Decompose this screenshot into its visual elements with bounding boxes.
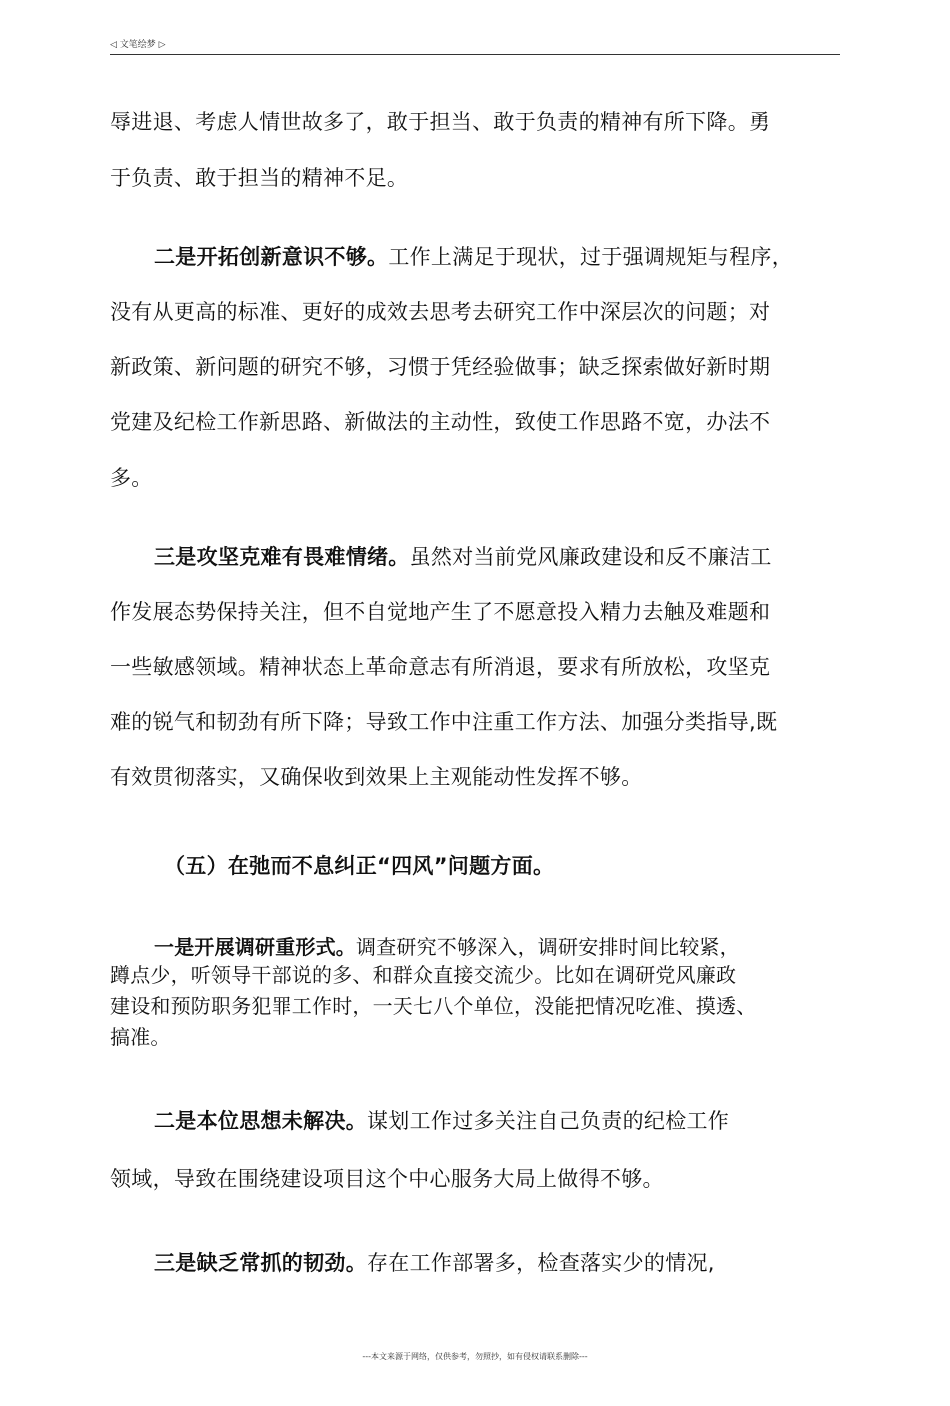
paragraph-line — [154, 543, 914, 571]
paragraph-line: 建设和预防职务犯罪工作时，一天七八个单位，没能把情况吃准、摸透、 — [110, 994, 757, 1018]
page-header — [110, 38, 840, 55]
paragraph-lead-heading: 二是本位思想未解决。 — [154, 1109, 367, 1133]
paragraph-text: 虽然对当前党风廉政建设和反不廉洁工 — [409, 545, 772, 569]
header-brand-text: ◁ 文笔绘梦 ▷ — [110, 40, 166, 50]
paragraph-text: 调查研究不够深入，调研安排时间比较紧， — [356, 935, 740, 959]
paragraph-line: 作发展态势保持关注，但不自觉地产生了不愿意投入精力去触及难题和 — [110, 600, 771, 624]
paragraph-line — [154, 1249, 914, 1277]
paragraph-line — [154, 935, 914, 960]
paragraph-line: 新政策、新问题的研究不够，习惯于凭经验做事；缺乏探索做好新时期 — [110, 355, 771, 379]
paragraph-line: 领域，导致在围绕建设项目这个中心服务大局上做得不够。 — [110, 1167, 664, 1191]
paragraph-line: 没有从更高的标准、更好的成效去思考去研究工作中深层次的问题；对 — [110, 300, 771, 324]
paragraph-line: 搞准。 — [110, 1025, 171, 1049]
paragraph-text: 存在工作部署多，检查落实少的情况, — [367, 1251, 715, 1275]
paragraph-lead-heading: 一是开展调研重形式。 — [154, 935, 356, 959]
paragraph-line: 于负责、敢于担当的精神不足。 — [110, 166, 409, 190]
paragraph-lead-heading: 二是开拓创新意识不够。 — [154, 245, 389, 269]
paragraph-text: 谋划工作过多关注自己负责的纪检工作 — [367, 1109, 730, 1133]
paragraph-line: 蹲点少，听领导干部说的多、和群众直接交流少。比如在调研党风廉政 — [110, 963, 737, 987]
paragraph-line: 党建及纪检工作新思路、新做法的主动性，致使工作思路不宽，办法不 — [110, 410, 771, 434]
section-heading: （五）在弛而不息纠正“四风”问题方面。 — [164, 854, 555, 878]
page-footer-disclaimer: ---本文来源于网络，仅供参考，勿照抄，如有侵权请联系删除--- — [362, 1352, 588, 1361]
paragraph-lead-heading: 三是缺乏常抓的韧劲。 — [154, 1251, 367, 1275]
paragraph-line: 难的锐气和韧劲有所下降；导致工作中注重工作方法、加强分类指导,既 — [110, 710, 778, 734]
paragraph-line: 辱进退、考虑人情世故多了，敢于担当、敢于负责的精神有所下降。勇 — [110, 110, 771, 134]
paragraph-lead-heading: 三是攻坚克难有畏难情绪。 — [154, 545, 410, 569]
paragraph-line — [154, 1107, 914, 1135]
paragraph-line: 一些敏感领域。精神状态上革命意志有所消退，要求有所放松，攻坚克 — [110, 655, 771, 679]
paragraph-line: 有效贯彻落实，又确保收到效果上主观能动性发挥不够。 — [110, 765, 643, 789]
paragraph-text: 工作上满足于现状，过于强调规矩与程序， — [388, 245, 794, 269]
paragraph-line: 多。 — [110, 466, 153, 490]
paragraph-line — [154, 243, 914, 271]
